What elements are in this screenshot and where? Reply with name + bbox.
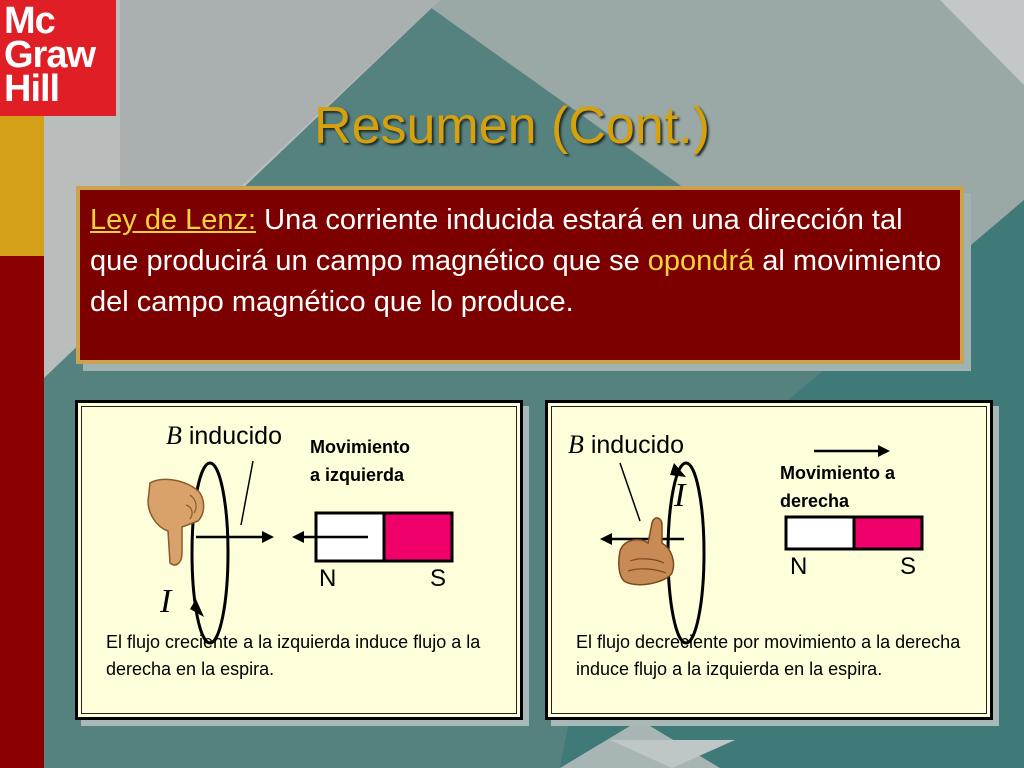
lenz-law-text (90, 200, 950, 323)
logo-line-2: Graw (4, 34, 96, 76)
left-motion-line2: a izquierda (310, 465, 405, 485)
left-label-pointer (241, 461, 253, 525)
slide-title: Resumen (Cont.) (314, 97, 710, 155)
right-motion-line1: Movimiento a (780, 463, 896, 483)
left-diagram-panel (75, 400, 523, 720)
lenz-law-text-part2: al movimiento del campo magnético que lo produce. (90, 245, 942, 318)
left-hand-icon (148, 479, 204, 565)
left-b-induced-label (166, 421, 282, 451)
right-motion-line2: derecha (780, 491, 850, 511)
logo-line-1: Mc (4, 0, 55, 42)
right-diagram-panel (545, 400, 993, 720)
lenz-law-emphasis: opondrá (647, 245, 755, 277)
right-current-label: I (674, 477, 686, 514)
logo-line-3: Hill (4, 68, 60, 110)
left-motion-line1: Movimiento (310, 437, 411, 457)
left-b-label-text: inducido (188, 422, 282, 450)
right-b-symbol: B (568, 430, 584, 459)
right-b-induced-label (568, 430, 684, 460)
left-south-label: S (430, 565, 447, 592)
lenz-law-text-part1: Una corriente inducida estará en una dirección tal que producirá un campo magnético que se (90, 204, 903, 277)
right-bar-magnet (786, 517, 922, 549)
lenz-law-label: Ley de Lenz: (90, 204, 257, 236)
lenz-law-box (76, 186, 964, 364)
right-north-label: N (790, 553, 808, 580)
right-motion-label (780, 459, 895, 515)
left-b-symbol: B (166, 421, 182, 450)
left-caption: El flujo creciente a la izquierda induce flujo a la derecha en la espira. (106, 632, 481, 679)
left-north-label: N (319, 565, 337, 592)
right-hand-icon (619, 518, 674, 585)
right-b-label-text: inducido (590, 431, 684, 459)
right-caption: El flujo decreciente por movimiento a la derecha induce flujo a la izquierda en la espira. (576, 632, 961, 679)
right-south-label: S (900, 553, 917, 580)
left-motion-label (310, 433, 410, 489)
left-current-label: I (160, 583, 172, 620)
right-label-pointer (620, 463, 640, 521)
